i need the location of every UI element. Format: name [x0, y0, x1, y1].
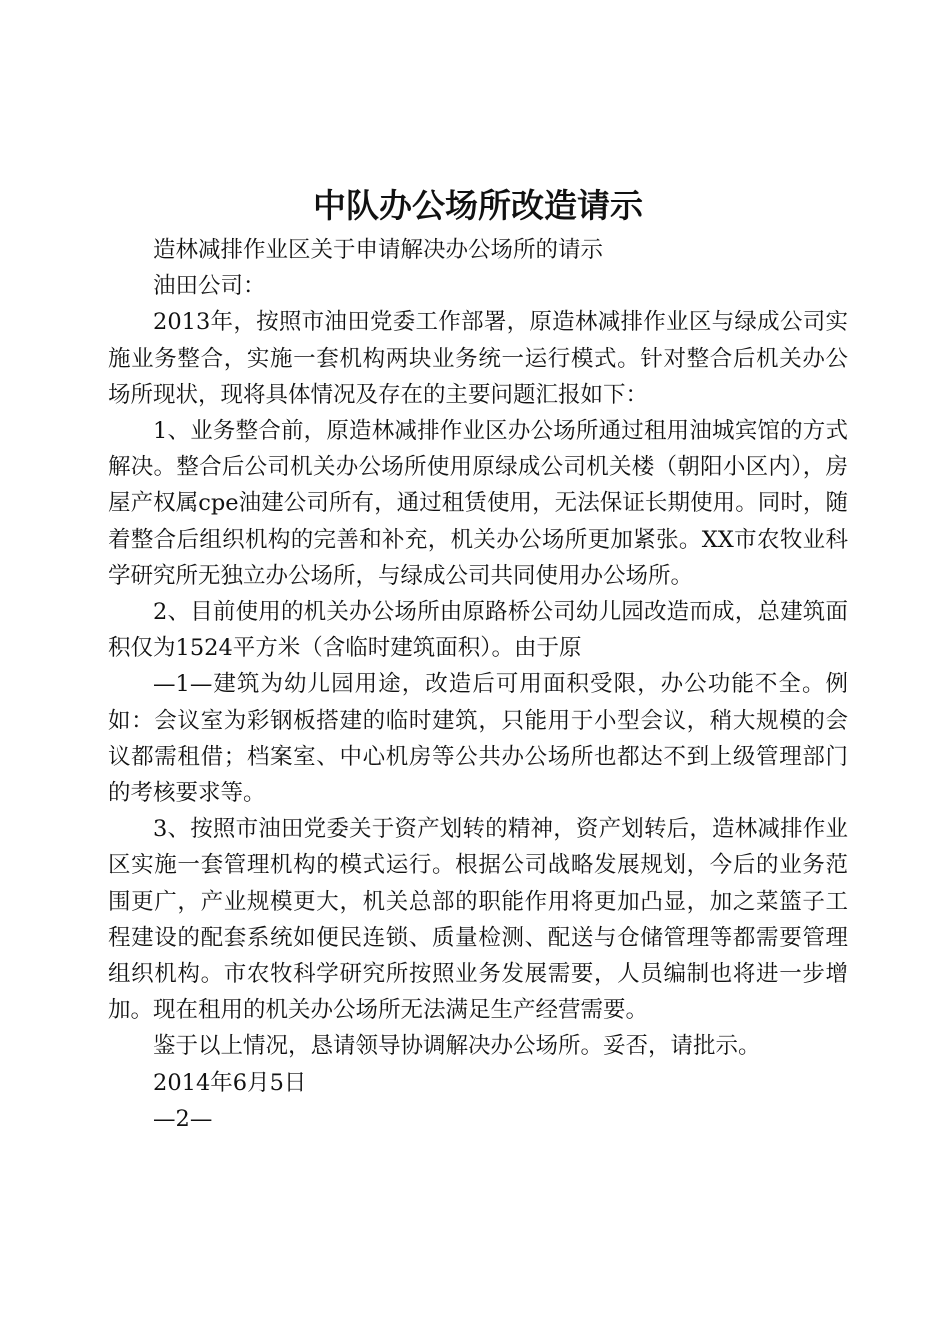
page-number: —2— — [153, 1105, 213, 1132]
paragraph-1: 1、业务整合前，原造林减排作业区办公场所通过租用油城宾馆的方式解决。整合后公司机关办公场所使用原绿成公司机关楼（朝阳小区内），房屋产权属cpe油建公司所有，通过租赁使用，无法保证长期使用。同时，随着整合后组织机构的完善和补充，机关办公场所更加紧张。XX市农牧业科学研究所无独立办公场所，与绿成公司共同使用办公场所。 — [108, 418, 848, 589]
paragraph-2-continued: —1—建筑为幼儿园用途，改造后可用面积受限，办公功能不全。例如：会议室为彩钢板搭建的临时建筑，只能用于小型会议，稍大规模的会议都需租借；档案室、中心机房等公共办公场所也都达不到上级管理部门的考核要求等。 — [108, 671, 848, 807]
paragraph-3: 3、按照市油田党委关于资产划转的精神，资产划转后，造林减排作业区实施一套管理机构的模式运行。根据公司战略发展规划，今后的业务范围更广，产业规模更大，机关总部的职能作用将更加凸显，加之菜篮子工程建设的配套系统如便民连锁、质量检测、配送与仓储管理等都需要管理组织机构。市农牧科学研究所按照业务发展需要，人员编制也将进一步增加。现在租用的机关办公场所无法满足生产经营需要。 — [108, 816, 848, 1024]
document-body — [108, 232, 848, 1137]
subject-line: 造林减排作业区关于申请解决办公场所的请示 — [153, 237, 604, 263]
document-date: 2014年6月5日 — [153, 1069, 307, 1096]
paragraph-intro: 2013年，按照市油田党委工作部署，原造林减排作业区与绿成公司实施业务整合，实施一套机构两块业务统一运行模式。针对整合后机关办公场所现状，现将具体情况及存在的主要问题汇报如下： — [108, 309, 848, 408]
paragraph-2: 2、目前使用的机关办公场所由原路桥公司幼儿园改造而成，总建筑面积仅为1524平方米（含临时建筑面积）。由于原 — [108, 599, 848, 662]
document-title: 中队办公场所改造请示 — [313, 186, 643, 225]
addressee: 油田公司： — [153, 273, 266, 300]
closing-request: 鉴于以上情况，恳请领导协调解决办公场所。妥否，请批示。 — [153, 1033, 761, 1060]
